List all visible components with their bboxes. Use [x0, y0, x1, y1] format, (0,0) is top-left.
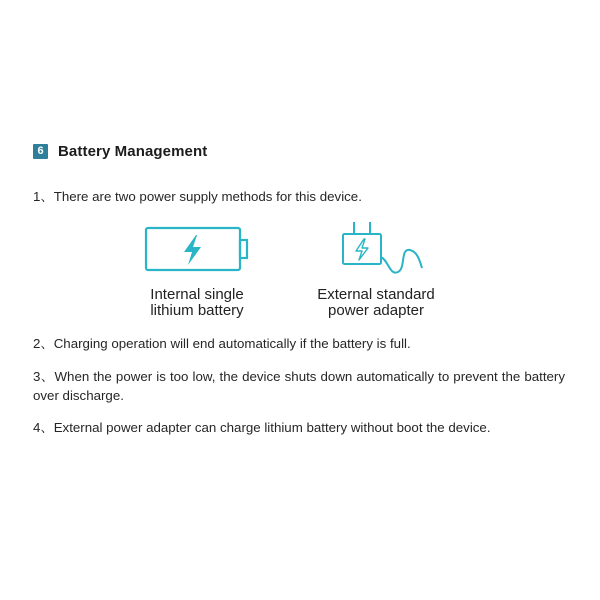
- battery-caption-line2: lithium battery: [150, 302, 244, 319]
- paragraph-4: 4、External power adapter can charge lithium battery without boot the device.: [33, 420, 491, 435]
- paragraph-3: 3、When the power is too low, the device shuts down automatically to prevent the battery over discharge.: [33, 369, 565, 403]
- section-title: Battery Management: [58, 143, 208, 160]
- battery-icon: [144, 226, 254, 279]
- battery-caption-line1: Internal single: [150, 286, 244, 303]
- battery-caption: [137, 287, 257, 319]
- paragraph-1: 1、There are two power supply methods for this device.: [33, 189, 362, 204]
- section-header: [33, 143, 207, 160]
- adapter-caption-line2: power adapter: [328, 302, 424, 319]
- power-adapter-icon: [338, 220, 428, 289]
- adapter-caption-line1: External standard: [317, 286, 435, 303]
- adapter-caption: [306, 287, 446, 319]
- section-number-badge: 6: [33, 144, 48, 159]
- paragraph-2: 2、Charging operation will end automatically if the battery is full.: [33, 336, 411, 351]
